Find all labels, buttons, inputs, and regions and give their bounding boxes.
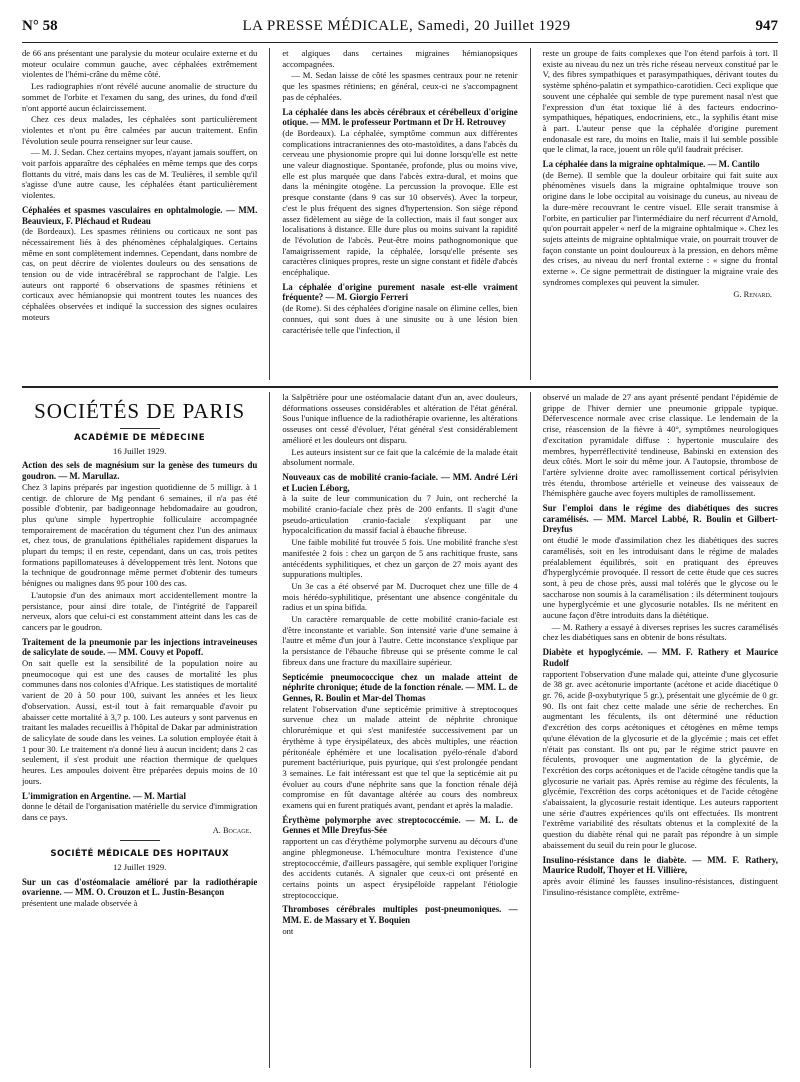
article-heading: Thromboses cérébrales multiples post-pneumoniques. — MM. E. de Massary et Y. Boquien [282, 904, 518, 926]
issue-number: N° 58 [22, 18, 58, 34]
column-divider [530, 392, 531, 1068]
masthead-title: LA PRESSE MÉDICALE, Samedi, 20 Juillet 1929 [242, 18, 571, 34]
top-column-3 [543, 48, 778, 380]
paragraph: rapportent l'observation d'une malade qui, atteinte d'une glycosurie de 38 gr. avec acétonurie importante (acétone et acide diacétique 0 gr. 76, acide β-oxybutyrique 5 gr.), présentait une glycémie de 0 gr. 90. Ils ont fait chez cette malade une série de recherches. En augmentant les féculents, ils ont déterminé une réduction d'excrétion des corps acétoniques et cétogènes en même temps qu'une élévation de la glycosurie et de la glycémie ; mais cet effet n'était pas constant. Ils ont pu, par le régime strict pauvre en féculents, provoquer une augmentation de la glycémie, de l'excrétion des corps acétoniques et de l'acide cétogène tandis que la glycosurie ne variait pas. Après remise au régime des féculents, la glycémie, l'excrétion des corps acétoniques et de l'acide cétogène s'abaissaient, la glycosurie restait identique. Les auteurs rapportent une série d'autres expériences qu'ils ont effectuées. Ils montrent l'extrême variabilité des résultats obtenus et la complexité de la question du diabète rénal qui ne paraît pas répondre à un simple abaissement du seuil du rein pour le glucose. [542, 668, 778, 850]
article-heading: Sur un cas d'ostéomalacie amélioré par la radiothérapie ovarienne. — MM. O. Crouzon et L. Justin-Besançon [22, 876, 258, 898]
article-heading: L'immigration en Argentine. — M. Martial [22, 790, 186, 801]
paragraph: — M. Sedan laisse de côté les spasmes centraux pour ne retenir que les spasmes rétiniens; en général, ceux-ci ne s'accompagnent pas de céphalées. [282, 70, 518, 102]
paragraph: après avoir éliminé les fausses insulino-résistances, distinguent l'insulino-résistance complète, extrême- [542, 875, 778, 897]
article-heading: Traitement de la pneumonie par les injections intraveineuses de salicylate de soude. — MM. Couvy et Popoff. [22, 636, 258, 658]
title-rule [120, 428, 160, 429]
bottom-section [22, 392, 778, 1068]
paragraph: Chez 3 lapins préparés par ingestion quotidienne de 5 milligr. à 1 centigr. de chlorure de Mg pendant 6 semaines, il n'a pas été possible d'obtenir, par badigeonnage hebdomadaire au goudron, plus qu'une simple hypertrophie folliculaire accompagnée temporairement de macération du tégument chez l'un des animaux et, chez tous, de granulations épithéliales rapidement disparues la plupart du temps; il en reste, cependant, dans un cas, trois petites formations papillomateuses à développement très lent. Notons que la technique de goudronnage même permet d'obtenir des tumeurs bénignes ou malignes dans 95 pour 100 des cas. [22, 481, 258, 589]
article-heading: La céphalée dans les abcès cérébraux et cérébelleux d'origine otique. — MM. le professeur Portmann et Dr H. Retrouvey [282, 106, 518, 128]
paragraph: donne le détail de l'organisation matérielle du service d'immigration dans ce pays. [22, 801, 258, 822]
paragraph: Les radiographies n'ont révélé aucune anomalie de structure du sommet de l'orbite et l'examen du sang, des urines, du fond d'œil n'ont apporté aucun éclaircissement. [22, 81, 258, 113]
paragraph: à la suite de leur communication du 7 Juin, ont recherché la mobilité cranio-faciale chez près de 200 enfants. Il s'agit d'une pseudo-articulation cranio-faciale s'expliquant par une hypocalcification du massif facial à ébauche fibreuse. [282, 493, 518, 536]
author-signature: G. Renard. [733, 290, 772, 300]
society-name: SOCIÉTÉ MÉDICALE DES HOPITAUX [50, 849, 229, 860]
paragraph: (de Rome). Si des céphalées d'origine nasale on élimine celles, bien connues, qui sont dues à une sinusite ou à une lésion bien caractérisée telle que l'infection, il [282, 303, 518, 335]
bottom-column-3 [543, 392, 778, 1068]
article-heading: Sur l'emploi dans le régime des diabétiques des sucres caramélisés. — MM. Marcel Labbé, R. Boulin et Gilbert-Dreyfus [542, 503, 778, 535]
paragraph: (de Berne). Il semble que la douleur orbitaire qui fait suite aux phénomènes visuels dans la migraine ophtalmique trouve son origine dans le lobe occipital au voisinage du cuneus, au niveau de la dure-mère recouvrant le centre visuel. Elle serait transmise à l'orbite, en particulier par l'intermédiaire du nerf récurrent d'Arnold, qu'on pourrait appeler « nerf de la migraine ophtalmique ». Chez les sujets atteints de migraine ophtalmique vraie, on pourrait trouver de façon constante un point douloureux à la pression, en dehors même des crises, au niveau du nerf frontal externe : « signe du frontal externe ». Ce signe permettrait de distinguer la migraine vraie des syndromes complexes qui peuvent la simuler. [542, 169, 778, 287]
society-name: ACADÉMIE DE MÉDECINE [74, 433, 206, 443]
section-rule [22, 386, 778, 388]
article-heading: Action des sels de magnésium sur la genèse des tumeurs du goudron. — M. Marullaz. [22, 460, 258, 482]
top-column-2 [282, 48, 517, 380]
paragraph: de 66 ans présentant une paralysie du moteur oculaire externe et du moteur oculaire commun gauche, avec céphalées extrêmement violentes de l'hémi-crâne du même côté. [22, 48, 258, 80]
top-section [22, 48, 778, 380]
bottom-column-2 [282, 392, 517, 1068]
bottom-column-1 [22, 392, 257, 1068]
paragraph: Chez ces deux malades, les céphalées sont particulièrement violentes et n'ont pu être calmées par aucun traitement. Enfin l'évolution seule pourra renseigner sur leur cause. [22, 114, 258, 146]
paragraph: Un caractère remarquable de cette mobilité cranio-faciale est d'être inconstante et variable. Son intensité varie d'une semaine à l'autre et même d'un jour à l'autre. Cette inconstance s'explique par la persistance de l'ébauche fibreuse qui se présente comme le cal fibreux dans une fracture du maxillaire supérieur. [282, 614, 518, 667]
paragraph: et algiques dans certaines migraines hémianopsiques accompagnées. [282, 48, 518, 69]
session-date: 12 Juillet 1929. [113, 862, 167, 873]
column-divider [530, 48, 531, 380]
paragraph: Un 3e cas a été observé par M. Ducroquet chez une fille de 4 mois hérédo-syphilitique, présentant une absence congénitale du radius et un spina bifida. [282, 580, 518, 613]
paragraph: ont [282, 925, 294, 936]
paragraph: (de Bordeaux). La céphalée, symptôme commun aux différentes complications intracraniennes des oto-mastoïdites, a dans l'abcès du cerveau une physionomie propre qui lui donne lorsqu'elle est nette une valeur diagnostique. Spontanée, profonde, plus ou moins vive, elle est plus marquée que dans l'abcès extra-dural, et moins que dans la méningite otogène. La percussion la provoque. Elle est presque constante (dans 9 cas sur 10 observés). Avec la torpeur, c'est le plus fréquent des signes d'hypertension. Son siège répond assez fidèlement au siège de la collection, mais il faut songer aux localisations à distance. Elle dure plus ou moins suivant la rapidité de l'évolution de l'abcès. Peut-être moins pathognomonique que l'amaigrissement rapide, la céphalée, lorsqu'elle présente ses caractères cliniques propres, reste un signe constant et fidèle d'abcès encéphalique. [282, 127, 518, 278]
paragraph: On sait quelle est la sensibilité de la population noire au pneumocoque qui est une des causes de mortalité les plus communes dans nos colonies d'Afrique. Les statistiques de mortalité varient de 20 à 50 pour 100, suivant les années et les lieux d'observation. Aussi, est-il tout à fait remarquable d'avoir pu abaisser cette mortalité à 3,7 p. 100. Les auteurs y sont parvenus en traitant les malades recueillis à l'hôpital de Dakar par administration de salicylate de soude dans les veines. La solution employée était à 1 pour 30. Le traitement n'a donné lieu à aucun incident; dans 2 cas seulement, il s'est produit une réaction thermique de quelques heures. Les ampoules doivent être préparées depuis moins de 10 jours. [22, 658, 258, 786]
article-heading: Nouveaux cas de mobilité cranio-faciale. — MM. André Léri et Lucien Léborg, [282, 471, 518, 493]
section-title: SOCIÉTÉS DE PARIS [34, 399, 246, 423]
paragraph: observé un malade de 27 ans ayant présenté pendant l'épidémie de grippe de l'hiver dernier une pneumonie grippale typique. Défervescence normale avec crise classique. Le lendemain de la crise, réascension de la fièvre à 40°, symptômes neurologiques d'excitation pyramidale diffuse : hypertonie musculaire des membres, hyperréflectivité tendineuse, Babinski en extension des deux côtés. Mort le soir du même jour. A l'autopsie, thrombose de l'artère sylvienne droite avec ramollissement cortical périsylvien très étendu, thrombose artérielle et veineuse des vaisseaux de l'hémisphère gauche avec foyers multiples de ramollissement. [542, 392, 778, 499]
column-divider [269, 392, 270, 1068]
column-divider [269, 48, 270, 380]
paragraph: Une faible mobilité fut trouvée 5 fois. Une mobilité franche s'est manifestée 2 fois : chez un garçon de 5 ans rachitique fruste, sans antécédents syphilitiques, et chez un garçon de 27 mois ayant des suppurations multiples. [282, 537, 518, 580]
article-heading: Insulino-résistance dans le diabète. — MM. F. Rathery, Maurice Rudolf, Thoyer et H. Villière, [542, 854, 778, 876]
paragraph: — M. J. Sedan. Chez certains myopes, n'ayant jamais souffert, on voit parfois apparaître des céphalées en même temps que des corps flottants du vitré, mais dans les cas de M. Teulières, il semble qu'il s'agisse d'une autre cause, les céphalées étant particulièrement violentes. [22, 147, 258, 201]
paragraph: Les auteurs insistent sur ce fait que la calcémie de la malade était absolument normale. [282, 446, 518, 468]
article-heading: La céphalée dans la migraine ophtalmique. — M. Cantilo [542, 159, 760, 170]
paragraph: ont étudié le mode d'assimilation chez les diabétiques des sucres caramélisés, soit en les introduisant dans le régime de malades préalablement équilibrés, soit en pratiquant des épreuves d'hyperglycémie provoquée. Il ressort de cette étude que ces sucres sont, à peu de chose près, aussi mal tolérés que le glycose ou le saccharose non soumis à la caramélisation : ils déterminent toujours une hyperglycémie et une glycosurie notables. Ils ne méritent en aucune façon d'être introduits dans la diététique. [542, 535, 778, 621]
paragraph: relatent l'observation d'une septicémie primitive à streptocoques survenue chez un malade atteint de néphrite chronique chlorurémique et qui s'est manifestée successivement par un érythème à type érysipélateux, des abcès multiples, une réaction péritonéale éphémère et une localisation pyélo-rénale d'abord purement bactériurique, puis pyurique, qui s'est prolongée pendant 3 semaines. Le fait intéressant est que tel que la septicémie ait pu évoluer au cours d'une néphrite sans que la fonction rénale déjà compromise en fût davantage altérée au cours des nombreux examens qui en furent pratiqués avant, pendant et après la maladie. [282, 703, 518, 811]
article-heading: Céphalées et spasmes vasculaires en ophtalmologie. — MM. Beauvieux, F. Pléchaud et Rudeau [22, 204, 258, 226]
paragraph: présentent une malade observée à [22, 898, 138, 909]
paragraph: rapportent un cas d'érythème polymorphe survenu au décours d'une angine phlegmoneuse. L'hémoculture montra l'existence d'une streptococcémie, d'ailleurs passagère, qui semble expliquer l'origine des accidents cutanés. A signaler que ceux-ci ont présenté en certains points un aspect érysipéloïde rappelant l'étiologie streptococcique. [282, 836, 518, 900]
paragraph: reste un groupe de faits complexes que l'on étend parfois à tort. Il existe au niveau du nez un très riche réseau nerveux constitué par le V, des fibres sympathiques et parasympathiques, dérivant toutes du système sphéno-palatin et sympathico-carotidien. Ceci explique que souvent une céphalée qui semble de type purement nasal n'est que l'expression d'un état toxique lié à des facteurs endocrino-sympathiques, hépatiques, endocriniens, etc., la syphilis étant mise à part. L'auteur pense que la céphalée d'origine purement endonasale est rare, du moins en Italie, mais il lui semble possible que le climat, la race, jouent un rôle qu'il faudrait préciser. [542, 48, 778, 155]
paragraph: — M. Rathery a essayé à diverses reprises les sucres caramélisés chez les diabétiques sans en obtenir de bons résultats. [542, 621, 778, 643]
header-rule [22, 42, 778, 43]
article-heading: Érythème polymorphe avec streptococcémie. — M. L. de Gennes et Mlle Dreyfus-Sée [282, 814, 518, 836]
top-column-1 [22, 48, 257, 380]
article-heading: Diabète et hypoglycémie. — MM. F. Rathery et Maurice Rudolf [542, 647, 778, 668]
paragraph: (de Bordeaux). Les spasmes rétiniens ou corticaux ne sont pas nécessairement liés à des phénomènes céphalalgiques. Certains même en sont complètement indemnes. Cependant, dans nombre de cas, on peut décrire de violentes douleurs ou des sensations de tension ou de vide intracérébral se rapprochant de l'algie. Les auteurs ont rapporté 6 observations de spasmes rétiniens et corticaux avec hémianopsie qui montrent toutes les nuances des céphalées observées et indiqué la succession des signes oculaires moteurs [22, 226, 258, 322]
article-heading: La céphalée d'origine purement nasale est-elle vraiment fréquente? — M. Giorgio Ferreri [282, 281, 518, 303]
section-rule-small [120, 840, 160, 841]
page-header [22, 18, 778, 40]
article-heading: Septicémie pneumococcique chez un malade atteint de néphrite chronique; étude de la fonction rénale. — MM. L. de Gennes, R. Boulin et Mar-del Thomas [282, 671, 518, 703]
page-number: 947 [755, 18, 778, 34]
paragraph: la Salpêtrière pour une ostéomalacie datant d'un an, avec douleurs, déformations osseuses considérables et altération de l'état général. Sous l'unique influence de la radiothérapie ovarienne, les altérations osseuses ont cessé d'évoluer, l'état général s'est considérablement amélioré et les douleurs ont disparu. [282, 392, 518, 445]
paragraph: L'autopsie d'un des animaux mort accidentellement montre la persistance, pour ainsi dire totale, de l'intégrité de l'appareil nerveux, alors que celui-ci est constamment atteint dans les cas de cancers par le goudron. [22, 589, 258, 632]
author-signature: A. Bocage. [212, 825, 252, 835]
session-date: 16 Juillet 1929. [113, 445, 167, 456]
